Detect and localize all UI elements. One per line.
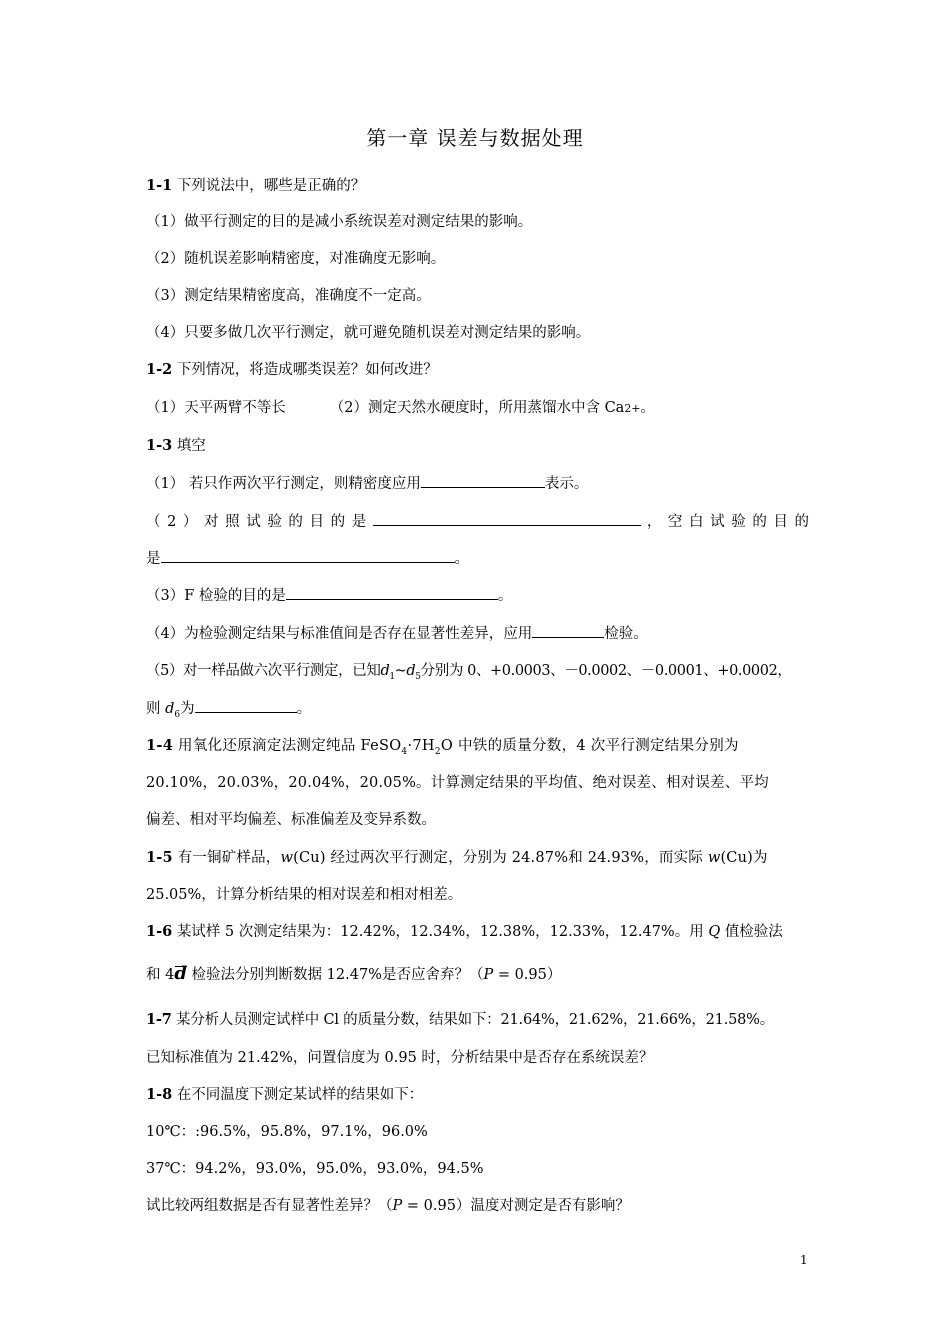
question-1-4: [146, 736, 808, 762]
fill-text: 表示。: [544, 476, 589, 492]
question-text: (Cu) 经过两次平行测定，分别为 24.87%和 24.93%，而实际: [293, 850, 703, 866]
fill-text: 。: [296, 701, 312, 717]
question-number: 1-5: [146, 849, 173, 866]
answer-blank[interactable]: [373, 511, 641, 526]
question-text-line: 25.05%，计算分析结果的相对误差和相对相差。: [146, 887, 463, 903]
question-text: 和 4: [146, 967, 175, 983]
answer-blank[interactable]: [421, 473, 545, 488]
answer-blank[interactable]: [286, 585, 498, 600]
fill-text: 分别为 0、+0.0003、－0.0002、－0.0001、+0.0002，: [420, 663, 792, 679]
question-text: 试比较两组数据是否有显著性差异？（: [146, 1198, 393, 1214]
fill-text: （4）为检验测定结果与标准值间是否存在显著性差异，应用: [146, 626, 533, 642]
data-line-37c: 37℃：94.2%，93.0%，95.0%，93.0%，94.5%: [146, 1161, 484, 1177]
fill-line-5: [146, 623, 808, 644]
option-line: （1）做平行测定的目的是减小系统误差对测定结果的影响。: [146, 214, 533, 230]
question-text: 检验法分别判断数据 12.47%是否应舍弃？（: [191, 967, 484, 983]
fill-text: （5）对一样品做六次平行测定，已知: [146, 663, 381, 679]
variable-d: d: [406, 663, 416, 679]
question-text-line: 20.10%，20.03%，20.04%，20.05%。计算测定结果的平均值、绝对误差、相对误差、平均: [146, 775, 769, 791]
fill-line-6: [146, 661, 808, 687]
data-line-10c: 10℃：:96.5%，95.8%，97.1%，96.0%: [146, 1124, 428, 1140]
option-line: [146, 398, 808, 419]
question-1-6: [146, 922, 808, 942]
question-text: 某试样 5 次测定结果为：12.42%，12.34%，12.38%，12.33%，12.47%。用: [176, 924, 704, 940]
question-text: = 0.95）温度对测定是否有影响？: [406, 1198, 630, 1214]
question-text: 有一铜矿样品，: [177, 850, 281, 866]
mean-deviation-symbol: d: [174, 963, 187, 984]
option-line: （2）随机误差影响精密度，对准确度无影响。: [146, 251, 446, 267]
variable-d: d: [380, 663, 390, 679]
chapter-title: 第一章 误差与数据处理: [366, 126, 584, 150]
question-1-5: [146, 848, 808, 868]
question-1-7: [146, 1010, 808, 1030]
fill-text: 是: [146, 551, 161, 567]
question-text: ·7H: [407, 738, 435, 754]
punct: 。: [640, 400, 656, 416]
question-text-line: [146, 1196, 808, 1216]
question-number: 1-6: [146, 923, 173, 940]
question-number: 1-8: [146, 1086, 173, 1103]
fill-text: ，空白试验的目的: [646, 514, 816, 530]
variable-p: P: [483, 967, 494, 983]
question-text: 值检验法: [724, 924, 783, 940]
question-text-line: [146, 964, 808, 985]
fill-line-7: [146, 698, 808, 725]
question-text: O 中铁的质量分数，4 次平行测定结果分别为: [440, 738, 739, 754]
question-text-line: 偏差、相对平均偏差、标准偏差及变异系数。: [146, 812, 436, 828]
variable-q: Q: [708, 924, 721, 940]
question-text: 在不同温度下测定某试样的结果如下：: [176, 1087, 424, 1103]
question-1-2: [146, 360, 808, 380]
option-line: （4）只要多做几次平行测定，就可避免随机误差对测定结果的影响。: [146, 325, 591, 341]
page-number: 1: [800, 1253, 808, 1267]
question-text: = 0.95）: [497, 967, 562, 983]
fill-line-1: [146, 473, 808, 494]
variable-w: w: [707, 850, 721, 866]
subscript: 5: [415, 671, 421, 682]
fill-text: 。: [497, 588, 513, 604]
option-line: （3）测定结果精密度高，准确度不一定高。: [146, 288, 431, 304]
answer-blank[interactable]: [195, 698, 297, 713]
fill-text: （2）对照试验的目的是: [146, 514, 373, 530]
fill-line-3: [146, 548, 808, 569]
option-b: （2）测定天然水硬度时，所用蒸馏水中含 Ca: [329, 400, 625, 416]
question-number: 1-2: [146, 361, 173, 378]
question-number: 1-3: [146, 437, 173, 454]
variable-d: d: [165, 701, 175, 717]
option-a: （1）天平两臂不等长: [146, 400, 286, 416]
answer-blank[interactable]: [532, 623, 604, 638]
fill-text: （3）F 检验的目的是: [146, 588, 286, 604]
variable-p: P: [392, 1198, 403, 1214]
question-text: 下列说法中，哪些是正确的？: [176, 178, 366, 194]
tilde: ~: [394, 663, 407, 679]
question-number: 1-1: [146, 177, 173, 194]
fill-text: 。: [454, 551, 469, 567]
fill-line-4: [146, 585, 808, 606]
question-number: 1-4: [146, 737, 174, 754]
question-1-3: [146, 436, 808, 456]
variable-w: w: [280, 850, 294, 866]
fill-text: 为: [180, 701, 195, 717]
question-text-line: 已知标准值为 21.42%，问置信度为 0.95 时，分析结果中是否存在系统误差？: [146, 1050, 654, 1066]
question-text: 用氧化还原滴定法测定纯品 FeSO: [178, 738, 402, 754]
fill-text: （1） 若只作两次平行测定，则精密度应用: [146, 476, 421, 492]
fill-line-2: [146, 511, 816, 532]
question-text: 下列情况，将造成哪类误差？如何改进？: [176, 362, 438, 378]
subscript: 4: [401, 746, 408, 757]
question-1-1: [146, 176, 808, 196]
subscript: 2: [434, 746, 441, 757]
question-1-8: [146, 1085, 808, 1105]
fill-text: 则: [146, 701, 161, 717]
question-text: 填空: [176, 438, 206, 454]
question-text: 某分析人员测定试样中 Cl 的质量分数，结果如下：21.64%，21.62%，21.66%，21.58%。: [176, 1012, 775, 1028]
question-number: 1-7: [146, 1011, 172, 1028]
subscript: 1: [389, 671, 395, 682]
answer-blank[interactable]: [161, 548, 455, 563]
question-text: (Cu)为: [720, 850, 768, 866]
ion-charge: 2+: [624, 402, 641, 415]
subscript: 6: [174, 709, 181, 720]
fill-text: 检验。: [604, 626, 648, 642]
